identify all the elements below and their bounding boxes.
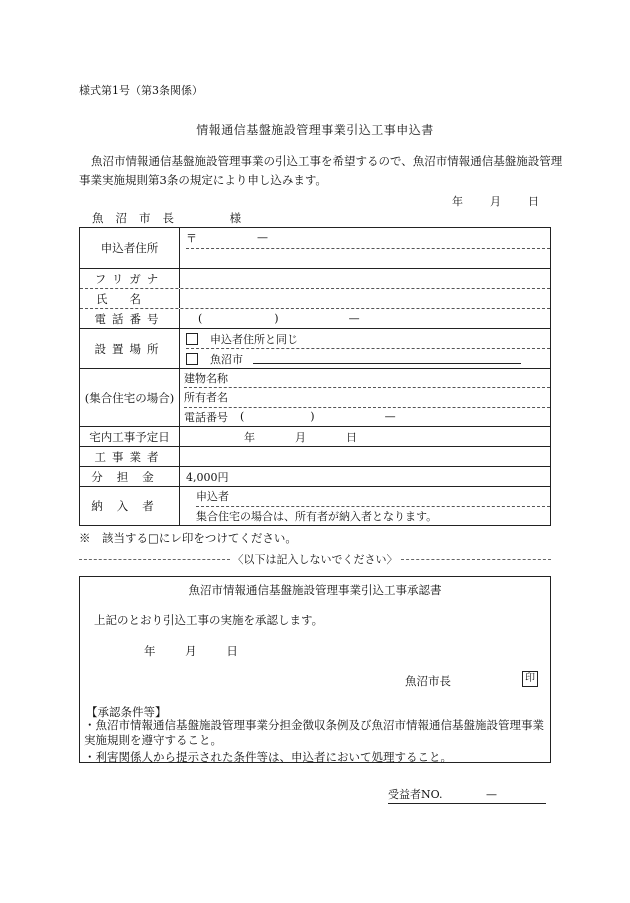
addressee <box>92 210 241 226</box>
label-fee: 分担金 <box>80 467 180 486</box>
label-site: 設置場所 <box>80 329 180 368</box>
row-address <box>80 228 550 269</box>
schedule-year: 年 <box>244 430 255 444</box>
label-address: 申込者住所 <box>80 228 180 268</box>
owner-phone-label: 電話番号 <box>184 410 228 424</box>
date-month: 月 <box>490 195 501 208</box>
date-year: 年 <box>452 195 463 208</box>
address-line <box>186 249 550 269</box>
date-day: 日 <box>528 195 539 208</box>
owner-phone-line[interactable] <box>184 408 550 426</box>
phone-field[interactable] <box>180 309 550 328</box>
payer-apartment-line <box>196 507 550 526</box>
condition-1: ・魚沼市情報通信基盤施設管理事業分担金徴収条例及び魚沼市情報通信基盤施設管理事業実施規則を遵守すること。 <box>84 718 544 747</box>
row-site <box>80 329 550 369</box>
owner-name-label: 所有者名 <box>184 391 228 405</box>
contractor-field[interactable] <box>180 447 550 466</box>
divider-line-left <box>79 559 230 560</box>
phone-paren-close: ) <box>274 312 279 325</box>
approval-body: 上記のとおり引込工事の実施を承認します。 <box>94 613 324 627</box>
approval-title: 魚沼市情報通信基盤施設管理事業引込工事承認書 <box>188 583 442 597</box>
label-phone: 電話番号 <box>80 309 180 328</box>
furigana-field[interactable] <box>180 269 550 288</box>
approval-year: 年 <box>144 644 156 658</box>
approval-day: 日 <box>226 644 238 658</box>
condition-2: ・利害関係人から提示された条件等は、申込者において処理すること。 <box>84 750 452 764</box>
form-number: 様式第1号（第3条関係） <box>79 84 203 97</box>
row-payer <box>80 487 550 525</box>
beneficiary-dash: — <box>486 788 497 801</box>
application-table <box>79 227 551 526</box>
approval-month: 月 <box>185 644 197 658</box>
building-name-line[interactable] <box>184 369 550 388</box>
schedule-month: 月 <box>295 430 306 444</box>
beneficiary-number[interactable] <box>388 786 546 804</box>
checkbox-icon[interactable] <box>186 353 198 365</box>
apartment-field <box>180 369 550 426</box>
approval-box <box>79 576 551 763</box>
site-city-underline[interactable] <box>253 353 521 364</box>
beneficiary-label: 受益者NO. <box>388 788 443 801</box>
postal-mark: 〒 <box>186 231 197 245</box>
row-contractor <box>80 447 550 467</box>
checkbox-note: ※ 該当する□にレ印をつけてください。 <box>79 531 297 545</box>
schedule-day: 日 <box>346 430 357 444</box>
label-name: 氏名 <box>80 289 180 308</box>
row-phone <box>80 309 550 329</box>
owner-phone-paren-close: ) <box>310 410 315 424</box>
approval-date <box>144 643 238 659</box>
owner-phone-dash: — <box>384 410 396 424</box>
label-furigana: フリガナ <box>80 269 180 288</box>
divider-line-right <box>401 559 552 560</box>
phone-dash: — <box>348 312 360 325</box>
checkbox-icon[interactable] <box>186 333 198 345</box>
label-payer: 納入者 <box>80 487 180 525</box>
row-schedule <box>80 427 550 447</box>
postal-dash: — <box>257 231 268 245</box>
addressee-name: 魚沼市長 <box>92 211 186 225</box>
payer-applicant: 申込者 <box>196 490 229 504</box>
label-schedule: 宅内工事予定日 <box>80 427 180 446</box>
site-same-label: 申込者住所と同じ <box>210 332 298 346</box>
building-name-label: 建物名称 <box>184 372 228 386</box>
office-use-divider <box>79 551 551 567</box>
label-contractor: 工事業者 <box>80 447 180 466</box>
divider-text: 〈以下は記入しないでください〉 <box>232 553 398 566</box>
site-option-city[interactable] <box>186 349 550 368</box>
intro-text: 魚沼市情報通信基盤施設管理事業の引込工事を希望するので、魚沼市情報通信基盤施設管理事業実施規則第3条の規定により申し込みます。 <box>79 154 563 187</box>
site-field <box>180 329 550 368</box>
addressee-honorific: 様 <box>229 211 242 225</box>
payer-apartment-note: 集合住宅の場合は、所有者が納入者となります。 <box>196 509 438 523</box>
approval-mayor: 魚沼市長 <box>405 674 451 688</box>
row-apartment <box>80 369 550 427</box>
site-city-label: 魚沼市 <box>210 352 243 366</box>
fee-field <box>180 467 550 486</box>
row-fee <box>80 467 550 487</box>
owner-phone-paren-open: ( <box>240 410 245 424</box>
label-apartment: (集合住宅の場合) <box>80 369 180 426</box>
payer-field <box>180 487 550 525</box>
postal-line <box>186 228 550 249</box>
row-furigana <box>80 269 550 289</box>
phone-paren-open: ( <box>198 312 203 325</box>
seal-icon: 印 <box>522 671 538 687</box>
fee-value: 4,000円 <box>186 470 229 484</box>
row-name <box>80 289 550 309</box>
payer-applicant-line[interactable] <box>196 487 550 507</box>
name-field[interactable] <box>180 289 550 308</box>
schedule-field[interactable] <box>180 427 550 446</box>
page-title: 情報通信基盤施設管理事業引込工事申込書 <box>196 123 434 137</box>
owner-name-line[interactable] <box>184 388 550 407</box>
site-option-same[interactable] <box>186 329 550 349</box>
conditions-heading: 【承認条件等】 <box>86 705 167 719</box>
address-field[interactable] <box>180 228 550 268</box>
